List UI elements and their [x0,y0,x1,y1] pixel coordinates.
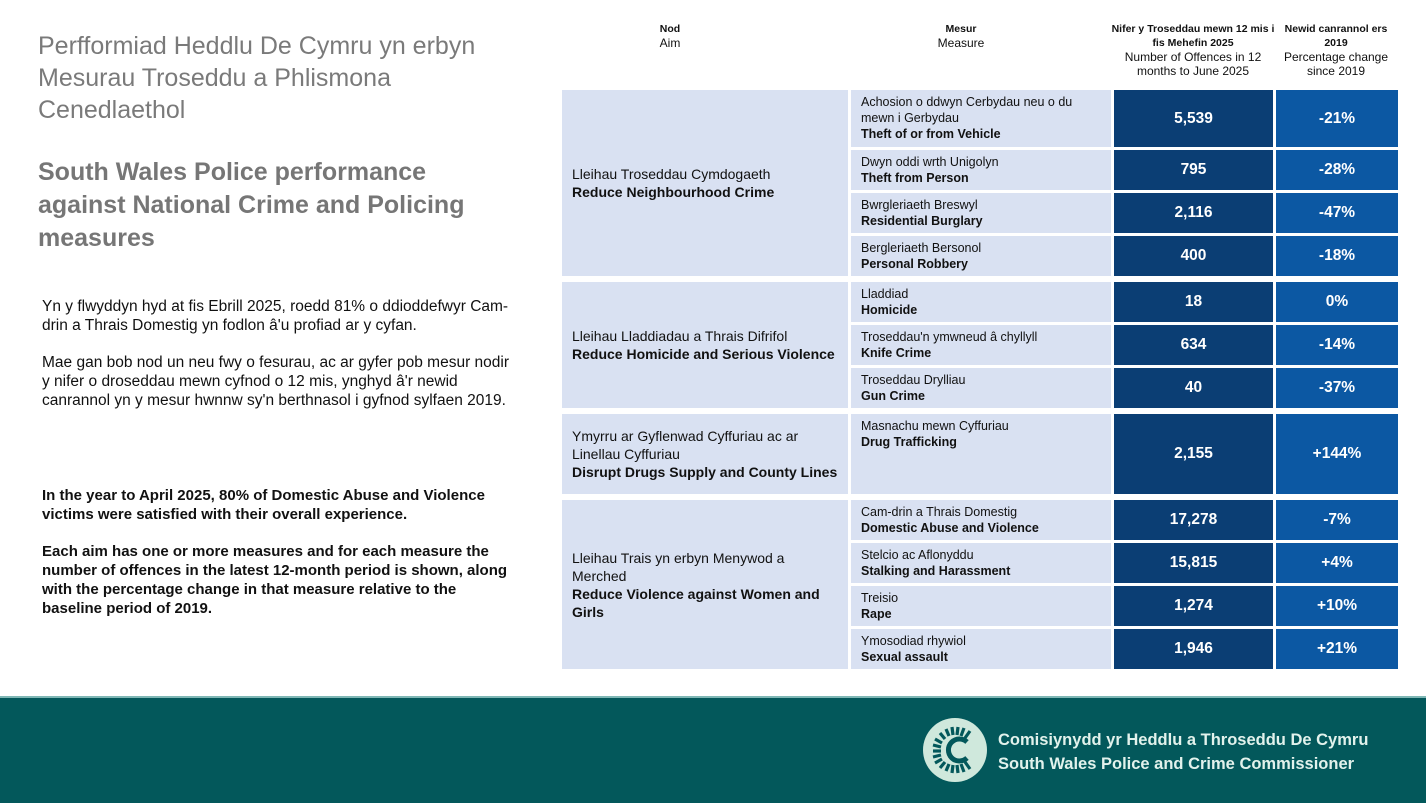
measure-cell [851,325,1111,365]
offences-count: 1,274 [1114,586,1273,626]
offences-count: 2,116 [1114,193,1273,233]
intro-english [42,486,512,618]
measure-cell [851,90,1111,147]
aim-english: Disrupt Drugs Supply and County Lines [572,464,838,480]
measure-cell [851,414,1111,494]
measures-table [562,90,1398,675]
column-header-change-welsh: Newid canrannol ers 2019 [1284,23,1388,49]
offences-count: 15,815 [1114,543,1273,583]
aim-cell [562,90,848,276]
offences-count: 1,946 [1114,629,1273,669]
intro-welsh [42,297,512,410]
column-header-aim-welsh: Nod [659,23,681,35]
measure-welsh: Ymosodiad rhywiol [861,634,966,648]
measure-welsh: Stelcio ac Aflonyddu [861,548,974,562]
offences-count: 5,539 [1114,90,1273,147]
page-title-welsh: Perfformiad Heddlu De Cymru yn erbyn Mesurau Troseddu a Phlismona Cenedlaethol [38,32,476,124]
measure-cell [851,543,1111,583]
percentage-change: 0% [1276,282,1398,322]
aim-cell [562,500,848,669]
measure-welsh: Masnachu mewn Cyffuriau [861,419,1009,433]
measure-english: Theft of or from Vehicle [861,127,1001,141]
measure-welsh: Troseddau Drylliau [861,373,966,387]
column-header-measure-english: Measure [937,36,985,50]
aim-welsh: Lleihau Trais yn erbyn Menywod a Merched [572,549,785,584]
offences-count: 40 [1114,368,1273,408]
aim-cell [562,414,848,494]
column-header-offences-welsh: Nifer y Troseddau mewn 12 mis i fis Mehefin 2025 [1111,23,1275,49]
intro-english-paragraph-2: Each aim has one or more measures and for each measure the number of offences in the latest 12-month period is shown, along with the percentage change in that measure relative to the baseline period of 2019. [42,543,508,617]
intro-welsh-paragraph-1: Yn y flwyddyn hyd at fis Ebrill 2025, roedd 81% o ddioddefwyr Cam-drin a Thrais Domestig yn fodlon â'u profiad ar y cyfan. [42,298,509,334]
aim-group [562,282,1398,408]
measure-cell [851,236,1111,276]
percentage-change: -37% [1276,368,1398,408]
heading [38,30,508,255]
percentage-change: +4% [1276,543,1398,583]
footer-org-name [998,728,1368,776]
page-title-english: South Wales Police performance against National Crime and Policing measures [38,158,465,252]
measure-welsh: Troseddau'n ymwneud â chyllyll [861,330,1038,344]
column-header-offences-english: Number of Offences in 12 months to June 2025 [1124,50,1262,78]
measure-cell [851,500,1111,540]
measure-english: Residential Burglary [861,214,983,228]
intro-english-paragraph-1: In the year to April 2025, 80% of Domestic Abuse and Violence victims were satisfied with their overall experience. [42,487,485,523]
offences-count: 634 [1114,325,1273,365]
measure-english: Rape [861,607,892,621]
commissioner-logo-icon [923,718,987,782]
column-header-measure-welsh: Mesur [945,23,977,35]
measure-cell [851,282,1111,322]
column-header-change-english: Percentage change since 2019 [1283,50,1389,78]
aim-welsh: Lleihau Troseddau Cymdogaeth [572,166,771,182]
aim-cell [562,282,848,408]
column-header-measure [851,22,1071,50]
aim-group [562,90,1398,276]
measure-cell [851,629,1111,669]
offences-count: 2,155 [1114,414,1273,494]
measure-cell [851,193,1111,233]
percentage-change: -14% [1276,325,1398,365]
measure-welsh: Cam-drin a Thrais Domestig [861,505,1018,519]
percentage-change: -47% [1276,193,1398,233]
aim-group [562,500,1398,669]
aim-group [562,414,1398,494]
measure-welsh: Bergleriaeth Bersonol [861,241,982,255]
offences-count: 400 [1114,236,1273,276]
percentage-change: -7% [1276,500,1398,540]
measure-welsh: Achosion o ddwyn Cerbydau neu o du mewn i Gerbydau [861,95,1073,125]
offences-count: 18 [1114,282,1273,322]
aim-english: Reduce Homicide and Serious Violence [572,346,835,362]
measure-welsh: Bwrgleriaeth Breswyl [861,198,978,212]
intro-welsh-paragraph-2: Mae gan bob nod un neu fwy o fesurau, ac ar gyfer pob mesur nodir y nifer o droseddau mewn cyfnod o 12 mis, ynghyd â'r newid canrannol yn y mesur hwnnw sy'n berthnasol i gyfnod sylfaen 2019. [42,354,510,409]
measure-welsh: Dwyn oddi wrth Unigolyn [861,155,999,169]
aim-welsh: Ymyrru ar Gyflenwad Cyffuriau ac ar Linellau Cyffuriau [572,428,799,462]
column-header-change [1275,22,1397,78]
measure-english: Drug Trafficking [861,435,957,449]
measure-english: Theft from Person [861,171,969,185]
aim-english: Reduce Violence against Women and Girls [572,585,820,620]
offences-count: 795 [1114,150,1273,190]
percentage-change: -28% [1276,150,1398,190]
footer-org-name-english: South Wales Police and Crime Commissioner [998,755,1355,773]
percentage-change: +21% [1276,629,1398,669]
measure-cell [851,586,1111,626]
footer-org-name-welsh: Comisiynydd yr Heddlu a Throseddu De Cymru [998,731,1369,749]
column-header-aim [562,22,778,50]
percentage-change: +144% [1276,414,1398,494]
percentage-change: -21% [1276,90,1398,147]
measure-english: Gun Crime [861,389,925,403]
measure-welsh: Treisio [861,591,899,605]
measure-english: Personal Robbery [861,257,968,271]
measure-cell [851,368,1111,408]
measure-english: Homicide [861,303,918,317]
measure-english: Domestic Abuse and Violence [861,521,1039,535]
measure-english: Sexual assault [861,650,948,664]
aim-english: Reduce Neighbourhood Crime [572,184,775,200]
percentage-change: -18% [1276,236,1398,276]
percentage-change: +10% [1276,586,1398,626]
measure-cell [851,150,1111,190]
offences-count: 17,278 [1114,500,1273,540]
measure-english: Knife Crime [861,346,932,360]
aim-welsh: Lleihau Lladdiadau a Thrais Difrifol [572,328,788,344]
column-header-offences [1108,22,1278,78]
footer [0,696,1426,803]
measure-welsh: Lladdiad [861,287,909,301]
measure-english: Stalking and Harassment [861,564,1011,578]
column-header-aim-english: Aim [659,36,681,50]
